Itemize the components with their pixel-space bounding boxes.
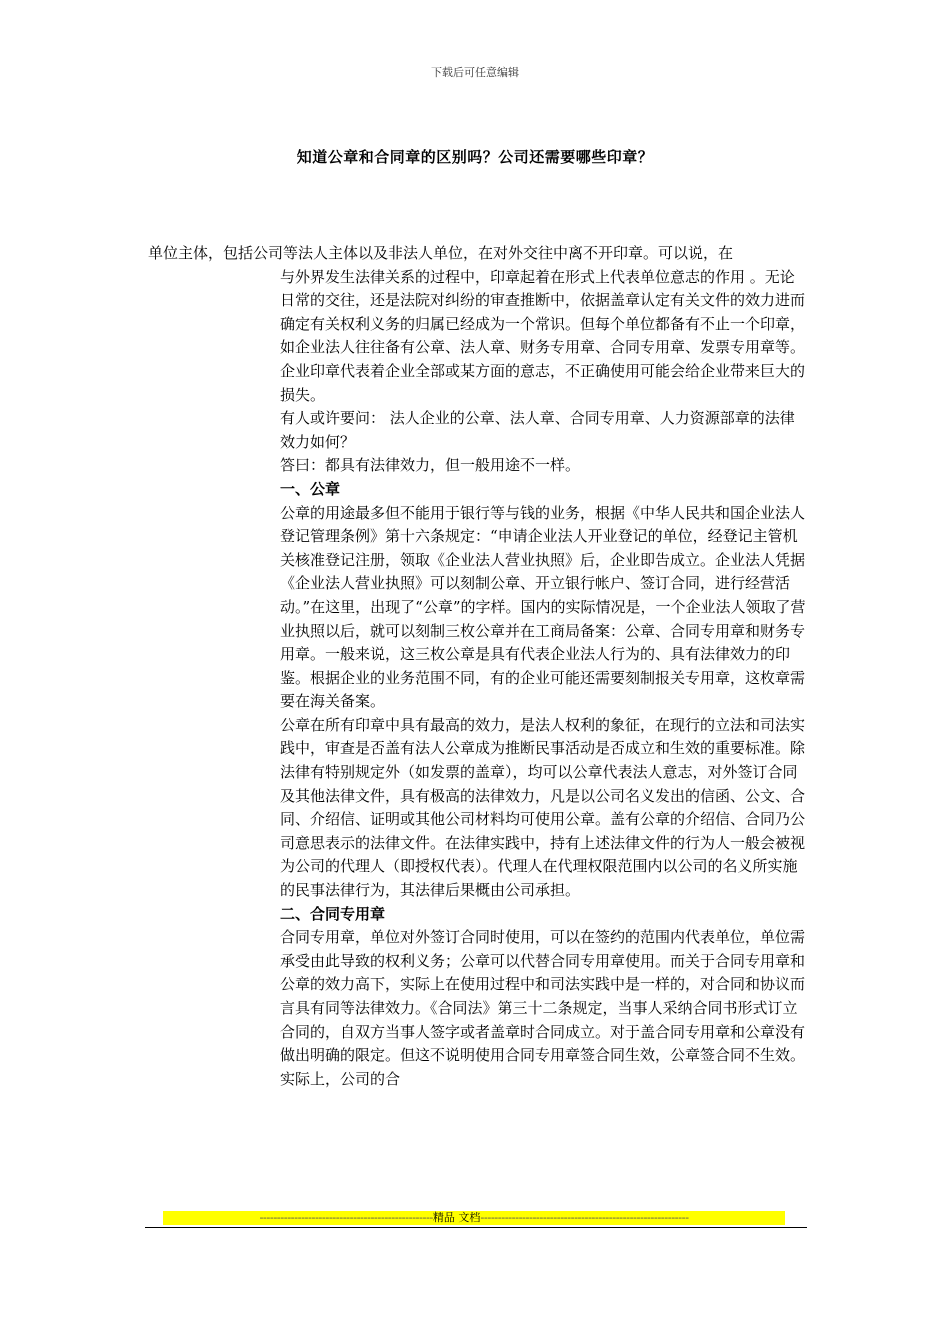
footer-dashes-right: ------------------------------------------------------------: [480, 1211, 689, 1224]
paragraph-company-seal-usage: 公章的用途最多但不能用于银行等与钱的业务，根据《中华人民共和国企业法人登记管理条例》第十六条规定：“申请企业法人开业登记的单位，经登记主管机关核准登记注册，领取《企业法人营业执照》后，企业即告成立。企业法人凭据《企业法人营业执照》可以刻制公章、开立银行帐户、签订合同，进行经营活动。”在这里，出现了“公章”的字样。国内的实际情况是，一个企业法人领取了营业执照以后，就可以刻制三枚公章并在工商局备案：公章、合同专用章和财务专用章。一般来说，这三枚公章是具有代表企业法人行为的、具有法律效力的印鉴。根据企业的业务范围不同，有的企业可能还需要刻制报关专用章，这枚章需要在海关备案。: [280, 503, 806, 711]
page-header-note: 下载后可任意编辑: [431, 66, 519, 79]
footer-label: 精品 文档: [432, 1211, 481, 1224]
paragraph-intro-rest: 与外界发生法律关系的过程中，印章起着在形式上代表单位意志的作用 。无论日常的交往，还是法院对纠纷的审查推断中，依据盖章认定有关文件的效力进而确定有关权利义务的归属已经成为一个常识。但每个单位都备有不止一个印章，如企业法人往往备有公章、法人章、财务专用章、合同专用章、发票专用章等。企业印章代表着企业全部或某方面的意志，不正确使用可能会给企业带来巨大的损失。: [280, 267, 806, 404]
section-heading-company-seal: 一、公章: [280, 479, 341, 498]
paragraph-company-seal-effect: 公章在所有印章中具有最高的效力，是法人权利的象征，在现行的立法和司法实践中，审查是否盖有法人公章成为推断民事活动是否成立和生效的重要标准。除法律有特别规定外（如发票的盖章），均可以公章代表法人意志，对外签订合同及其他法律文件，具有极高的法律效力，凡是以公司名义发出的信函、公文、合同、介绍信、证明或其他公司材料均可使用公章。盖有公章的介绍信、合同乃公司意思表示的法律文件。在法律实践中，持有上述法律文件的行为人一般会被视为公司的代理人（即授权代表）。代理人在代理权限范围内以公司的名义所实施的民事法律行为，其法律后果概由公司承担。: [280, 715, 806, 900]
document-title: 知道公章和合同章的区别吗？公司还需要哪些印章？: [296, 148, 654, 166]
paragraph-contract-seal: 合同专用章，单位对外签订合同时使用，可以在签约的范围内代表单位，单位需承受由此导致的权利义务；公章可以代替合同专用章使用。而关于合同专用章和公章的效力高下，实际上在使用过程中和司法实践中是一样的，对合同和协议而言具有同等法律效力。《合同法》第三十二条规定，当事人采纳合同书形式订立合同的，自双方当事人签字或者盖章时合同成立。对于盖合同专用章和公章没有做出明确的限定。但这不说明使用合同专用章签合同生效，公章签合同不生效。实际上，公司的合: [280, 928, 806, 1088]
section-heading-contract-seal: 二、合同专用章: [280, 904, 386, 923]
paragraph-question: 有人或许要问： 法人企业的公章、法人章、合同专用章、人力资源部章的法律效力如何？: [280, 409, 795, 451]
paragraph-intro-first-line: 单位主体，包括公司等法人主体以及非法人单位，在对外交往中离不开印章。可以说，在: [148, 244, 734, 262]
footer-highlight-band: [163, 1211, 785, 1225]
paragraph-answer: 答曰：都具有法律效力，但一般用途不一样。: [280, 456, 581, 475]
footer-divider: [145, 1227, 807, 1228]
footer-dashes-left: --------------------------------------------------: [259, 1211, 433, 1224]
document-body: [148, 242, 808, 1091]
paragraph-intro: [148, 242, 808, 407]
